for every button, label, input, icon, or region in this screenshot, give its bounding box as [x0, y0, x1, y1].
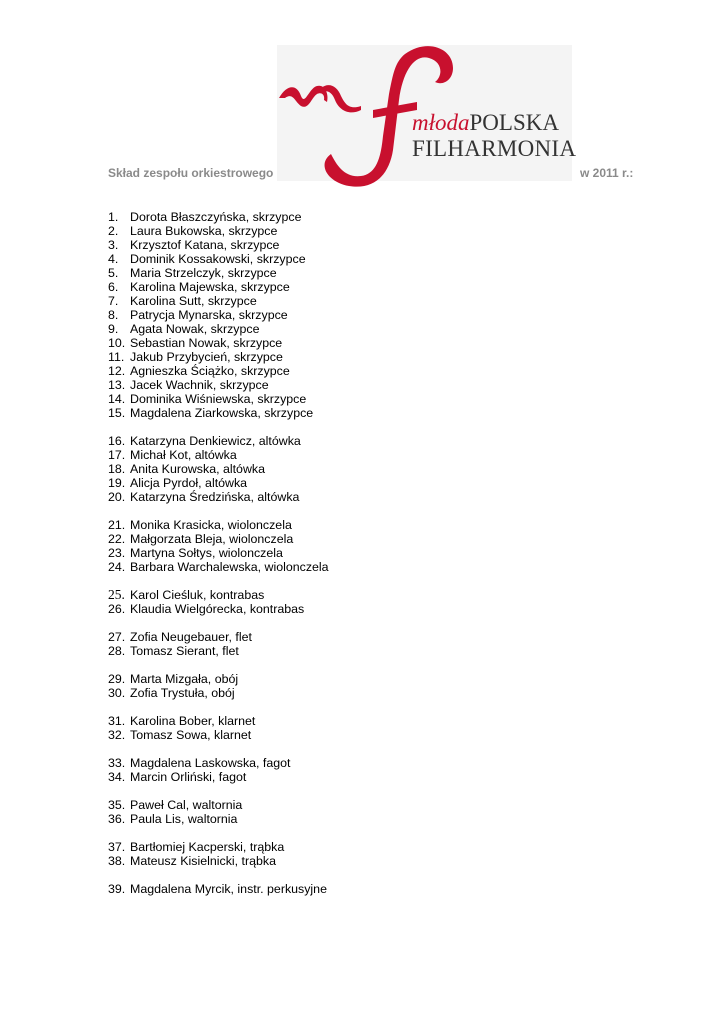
list-item-text: Anita Kurowska, altówka [130, 462, 265, 476]
list-item-text: Zofia Trystuła, obój [130, 686, 235, 700]
section-group [108, 714, 329, 742]
list-item-text: Alicja Pyrdoł, altówka [130, 476, 248, 490]
list-item [108, 588, 329, 602]
list-item-text: Laura Bukowska, skrzypce [130, 224, 278, 238]
list-item-text: Magdalena Ziarkowska, skrzypce [130, 406, 314, 420]
list-item-number: 36. [108, 812, 126, 826]
section-group [108, 672, 329, 700]
list-item-number: 14. [108, 392, 126, 406]
list-item [108, 714, 329, 728]
list-item-text: Mateusz Kisielnicki, trąbka [130, 854, 276, 868]
list-item-number: 1. [108, 210, 119, 224]
list-item-number: 9. [108, 322, 119, 336]
list-item-number: 2. [108, 224, 119, 238]
list-item [108, 630, 329, 644]
list-item-number: 13. [108, 378, 126, 392]
list-item [108, 210, 329, 224]
list-item-text: Katarzyna Denkiewicz, altówka [130, 434, 301, 448]
section-group [108, 210, 329, 420]
list-item-text: Maria Strzelczyk, skrzypce [130, 266, 277, 280]
list-item [108, 308, 329, 322]
list-item-text: Klaudia Wielgórecka, kontrabas [130, 602, 305, 616]
list-item-number: 12. [108, 364, 126, 378]
list-item-number: 10. [108, 336, 126, 350]
list-item-text: Martyna Sołtys, wiolonczela [130, 546, 283, 560]
section-group [108, 882, 329, 896]
list-item-number: 39. [108, 882, 126, 896]
list-item-number: 11. [108, 350, 125, 364]
section-group [108, 588, 329, 616]
list-item [108, 378, 329, 392]
list-item [108, 462, 329, 476]
list-item-text: Marcin Orliński, fagot [130, 770, 247, 784]
list-item-text: Michał Kot, altówka [130, 448, 237, 462]
list-item [108, 224, 329, 238]
list-item-text: Magdalena Myrcik, instr. perkusyjne [130, 882, 327, 896]
list-item-text: Krzysztof Katana, skrzypce [130, 238, 280, 252]
list-item-number: 37. [108, 840, 126, 854]
list-item-number: 22. [108, 532, 126, 546]
list-item-text: Barbara Warchalewska, wiolonczela [130, 560, 329, 574]
list-item-number: 16. [108, 434, 126, 448]
list-item-text: Agnieszka Ściążko, skrzypce [130, 364, 290, 378]
list-item [108, 644, 329, 658]
list-item [108, 364, 329, 378]
list-item [108, 476, 329, 490]
list-item-text: Patrycja Mynarska, skrzypce [130, 308, 288, 322]
list-item-number: 23. [108, 546, 126, 560]
logo-wordmark-top [412, 110, 559, 136]
list-item [108, 686, 329, 700]
list-item-text: Dominika Wiśniewska, skrzypce [130, 392, 307, 406]
list-item-text: Paula Lis, waltornia [130, 812, 238, 826]
list-item [108, 448, 329, 462]
list-item-number: 21. [108, 518, 126, 532]
list-item [108, 812, 329, 826]
list-item [108, 728, 329, 742]
list-item-text: Agata Nowak, skrzypce [130, 322, 260, 336]
list-item-number: 17. [108, 448, 126, 462]
list-item-text: Zofia Neugebauer, flet [130, 630, 252, 644]
list-item-number: 33. [108, 756, 126, 770]
list-item-number: 20. [108, 490, 126, 504]
list-item-number: 38. [108, 854, 126, 868]
list-item-number: 30. [108, 686, 126, 700]
section-group [108, 756, 329, 784]
list-item [108, 882, 329, 896]
list-item [108, 350, 329, 364]
list-item-number: 26. [108, 602, 126, 616]
list-item [108, 336, 329, 350]
list-item-text: Bartłomiej Kacperski, trąbka [130, 840, 285, 854]
list-item-text: Tomasz Sierant, flet [130, 644, 239, 658]
list-item-number: 27. [108, 630, 126, 644]
list-item-number: 7. [108, 294, 119, 308]
list-item-text: Magdalena Laskowska, fagot [130, 756, 291, 770]
list-item-number: 19. [108, 476, 126, 490]
list-item-text: Sebastian Nowak, skrzypce [130, 336, 283, 350]
list-item [108, 280, 329, 294]
list-item [108, 854, 329, 868]
section-group [108, 434, 329, 504]
list-item-text: Paweł Cal, waltornia [130, 798, 243, 812]
list-item [108, 798, 329, 812]
list-item [108, 546, 329, 560]
list-item-text: Karolina Sutt, skrzypce [130, 294, 257, 308]
list-item [108, 266, 329, 280]
list-item-number: 28. [108, 644, 126, 658]
list-item-number: 6. [108, 280, 119, 294]
list-item-text: Karolina Majewska, skrzypce [130, 280, 290, 294]
list-item-text: Karolina Bober, klarnet [130, 714, 256, 728]
list-item [108, 434, 329, 448]
list-item [108, 392, 329, 406]
list-item-number: 25. [108, 587, 125, 602]
list-item-number: 35. [108, 798, 126, 812]
list-item-text: Marta Mizgała, obój [130, 672, 239, 686]
list-item-text: Jakub Przybycień, skrzypce [130, 350, 283, 364]
list-item [108, 560, 329, 574]
list-item [108, 532, 329, 546]
list-item [108, 672, 329, 686]
section-group [108, 798, 329, 826]
logo-word-polska: POLSKA [469, 110, 559, 135]
list-item-text: Jacek Wachnik, skrzypce [130, 378, 269, 392]
list-item-number: 24. [108, 560, 126, 574]
list-item-number: 3. [108, 238, 119, 252]
list-item-text: Dorota Błaszczyńska, skrzypce [130, 210, 302, 224]
list-item [108, 840, 329, 854]
list-item [108, 406, 329, 420]
heading-title-left: Skład zespołu orkiestrowego [108, 166, 274, 180]
list-item [108, 518, 329, 532]
section-group [108, 630, 329, 658]
list-item-number: 5. [108, 266, 119, 280]
list-item-number: 29. [108, 672, 126, 686]
list-item [108, 238, 329, 252]
heading-title-right: w 2011 r.: [580, 166, 634, 180]
logo-word-mloda: młoda [412, 110, 470, 135]
list-item [108, 756, 329, 770]
section-group [108, 840, 329, 868]
logo-word-filharmonia: FILHARMONIA [412, 136, 577, 161]
list-item-text: Dominik Kossakowski, skrzypce [130, 252, 306, 266]
list-item [108, 490, 329, 504]
list-item-text: Katarzyna Średzińska, altówka [130, 490, 300, 504]
list-item-text: Karol Cieśluk, kontrabas [130, 588, 265, 602]
list-item-number: 15. [108, 406, 126, 420]
list-item-text: Tomasz Sowa, klarnet [130, 728, 252, 742]
list-item-text: Małgorzata Bleja, wiolonczela [130, 532, 294, 546]
list-item-number: 31. [108, 714, 126, 728]
list-item-text: Monika Krasicka, wiolonczela [130, 518, 292, 532]
list-item [108, 252, 329, 266]
list-item [108, 602, 329, 616]
section-group [108, 518, 329, 574]
list-item-number: 32. [108, 728, 126, 742]
list-item-number: 18. [108, 462, 126, 476]
list-item [108, 322, 329, 336]
list-item [108, 770, 329, 784]
list-item [108, 294, 329, 308]
list-item-number: 34. [108, 770, 126, 784]
list-item-number: 8. [108, 308, 119, 322]
list-item-number: 4. [108, 252, 119, 266]
orchestra-roster-list [108, 210, 329, 910]
